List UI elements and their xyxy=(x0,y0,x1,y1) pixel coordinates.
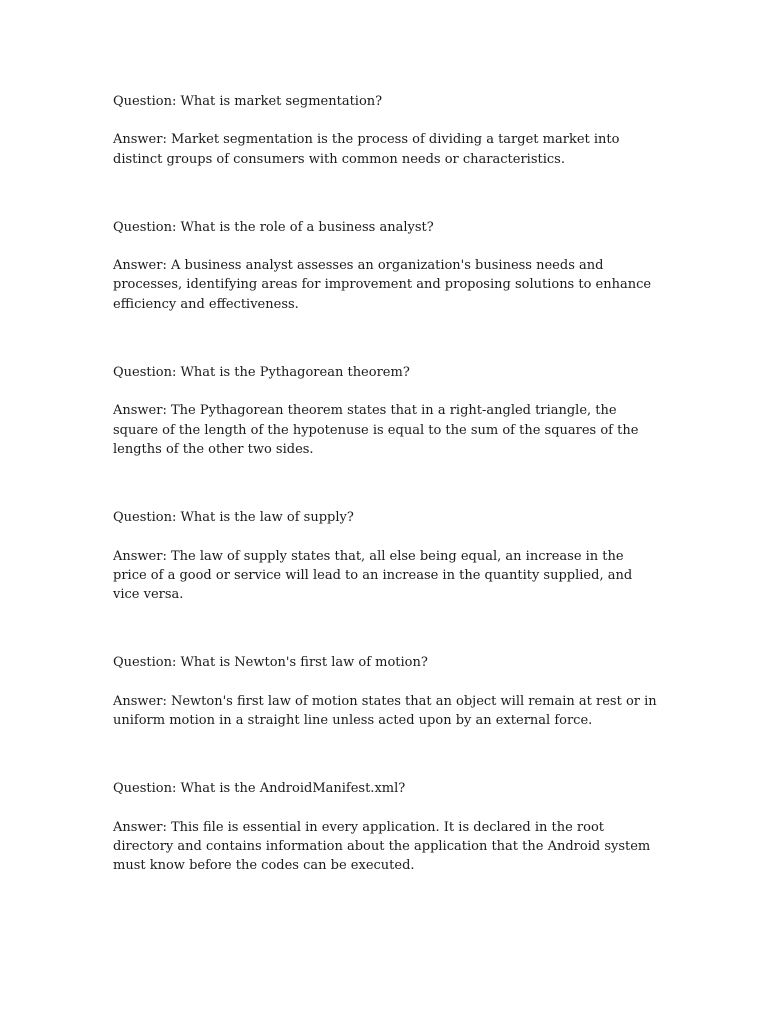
question-text: Question: What is the role of a business analyst? xyxy=(113,219,434,235)
answer-text: Answer: Newton's first law of motion states that an object will remain at rest or in uniform motion in a straight line unless acted upon by an external force. xyxy=(113,693,657,729)
qa-item-business-analyst xyxy=(113,218,658,314)
answer-text: Answer: This file is essential in every application. It is declared in the root directory and contains information about the application that the Android system must know before the codes can be executed. xyxy=(113,819,651,874)
question-text: Question: What is the law of supply? xyxy=(113,510,354,526)
qa-item-law-of-supply xyxy=(113,508,658,604)
qa-item-pythagorean-theorem xyxy=(113,363,658,459)
qa-item-market-segmentation xyxy=(113,92,658,169)
answer-text: Answer: The law of supply states that, all else being equal, an increase in the price of a good or service will lead to an increase in the quantity supplied, and vice versa. xyxy=(113,548,633,603)
answer-text: Answer: Market segmentation is the process of dividing a target market into distinct groups of consumers with common needs or characteristics. xyxy=(113,132,620,167)
qa-item-android-manifest xyxy=(113,779,658,875)
question-text: Question: What is Newton's first law of motion? xyxy=(113,655,428,671)
qa-item-newtons-first-law xyxy=(113,653,658,730)
answer-text: Answer: The Pythagorean theorem states that in a right-angled triangle, the square of the length of the hypotenuse is equal to the sum of the squares of the lengths of the other two sides. xyxy=(113,403,639,457)
question-text: Question: What is the AndroidManifest.xml? xyxy=(113,781,406,797)
question-text: Question: What is the Pythagorean theorem? xyxy=(113,365,410,381)
answer-text: Answer: A business analyst assesses an organization's business needs and processes, identifying areas for improvement and proposing solutions to enhance efficiency and effectiveness. xyxy=(113,258,652,312)
question-text: Question: What is market segmentation? xyxy=(113,94,383,109)
document-page xyxy=(113,92,658,925)
